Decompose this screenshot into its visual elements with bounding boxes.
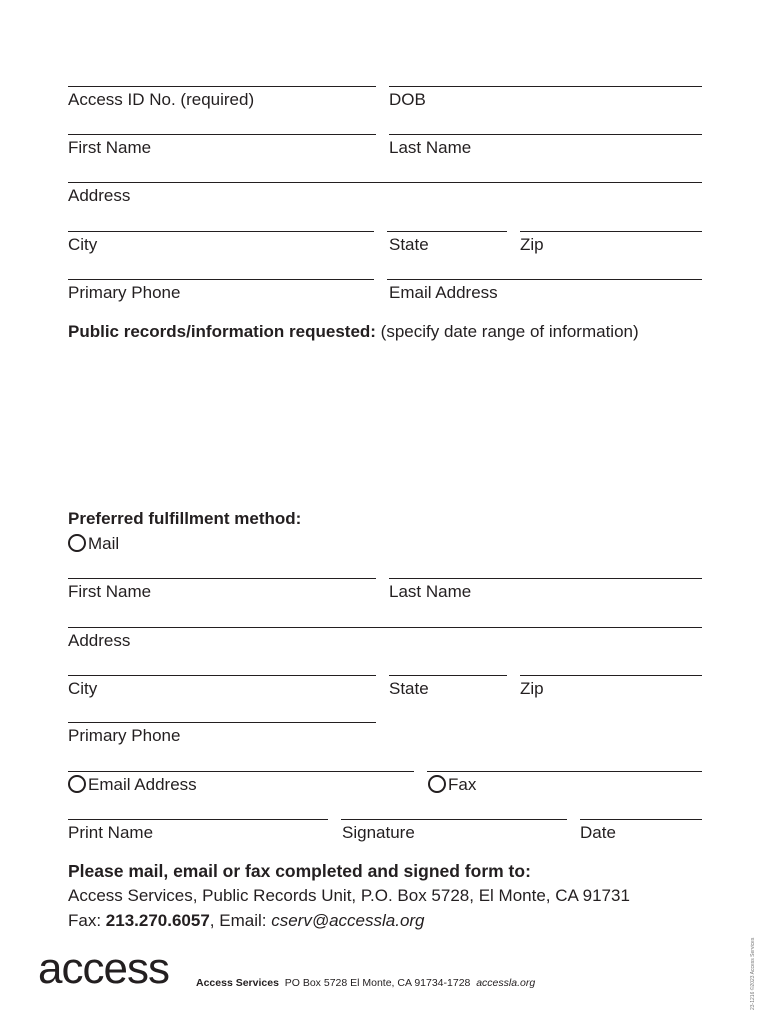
email-prefix: , Email: <box>209 911 272 930</box>
mail-option[interactable] <box>68 533 119 555</box>
footer-info <box>196 976 535 990</box>
email-label: Email Address <box>389 283 498 302</box>
mail-state-line[interactable] <box>389 675 507 676</box>
access-logo: access <box>38 944 169 993</box>
mail-phone-label: Primary Phone <box>68 726 181 745</box>
city-label: City <box>68 235 98 254</box>
mail-first-name-line[interactable] <box>68 578 376 579</box>
form-code: 23-1216 ©2023 Access Services <box>750 937 756 1010</box>
instructions-heading: Please mail, email or fax completed and signed form to: <box>68 861 531 881</box>
access-id-line[interactable] <box>68 86 376 87</box>
signature-line[interactable] <box>341 819 567 820</box>
fax-number: 213.270.6057 <box>105 911 210 930</box>
email-line[interactable] <box>387 279 702 280</box>
fax-option-label: Fax <box>448 775 477 794</box>
access-id-label: Access ID No. (required) <box>68 90 255 109</box>
date-label: Date <box>580 823 616 842</box>
primary-phone-line[interactable] <box>68 279 374 280</box>
footer-org-name: Access Services <box>196 977 279 989</box>
request-prompt <box>68 321 639 343</box>
mail-state-label: State <box>389 679 429 698</box>
instructions-contact <box>68 910 425 932</box>
request-heading: Public records/information requested: <box>68 322 376 341</box>
contact-email[interactable]: cserv@accessla.org <box>271 911 425 930</box>
mail-city-label: City <box>68 679 98 698</box>
mail-city-line[interactable] <box>68 675 376 676</box>
email-option-line[interactable] <box>68 771 414 772</box>
mail-radio[interactable] <box>68 534 86 552</box>
mail-zip-label: Zip <box>520 679 544 698</box>
print-name-label: Print Name <box>68 823 154 842</box>
dob-line[interactable] <box>389 86 702 87</box>
primary-phone-label: Primary Phone <box>68 283 181 302</box>
footer-website[interactable]: accessla.org <box>476 977 536 989</box>
mail-last-name-label: Last Name <box>389 582 472 601</box>
dob-label: DOB <box>389 90 426 109</box>
mail-option-label: Mail <box>88 534 120 553</box>
email-option[interactable] <box>68 774 197 796</box>
footer-address: PO Box 5728 El Monte, CA 91734-1728 <box>284 977 471 989</box>
fax-prefix: Fax: <box>68 911 106 930</box>
request-note: (specify date range of information) <box>375 322 639 341</box>
print-name-line[interactable] <box>68 819 328 820</box>
fax-option-line[interactable] <box>427 771 702 772</box>
last-name-label: Last Name <box>389 138 472 157</box>
first-name-label: First Name <box>68 138 152 157</box>
first-name-line[interactable] <box>68 134 376 135</box>
request-text-area[interactable] <box>68 348 702 498</box>
date-line[interactable] <box>580 819 702 820</box>
instructions-address: Access Services, Public Records Unit, P.O. Box 5728, El Monte, CA 91731 <box>68 886 630 905</box>
fax-option[interactable] <box>428 774 476 796</box>
signature-label: Signature <box>342 823 415 842</box>
email-radio[interactable] <box>68 775 86 793</box>
fax-radio[interactable] <box>428 775 446 793</box>
fulfillment-heading: Preferred fulfillment method: <box>68 509 302 528</box>
mail-last-name-line[interactable] <box>389 578 702 579</box>
zip-line[interactable] <box>520 231 702 232</box>
mail-phone-line[interactable] <box>68 722 376 723</box>
mail-zip-line[interactable] <box>520 675 702 676</box>
address-label: Address <box>68 186 131 205</box>
city-line[interactable] <box>68 231 374 232</box>
mail-address-line[interactable] <box>68 627 702 628</box>
mail-first-name-label: First Name <box>68 582 152 601</box>
last-name-line[interactable] <box>389 134 702 135</box>
zip-label: Zip <box>520 235 544 254</box>
address-line[interactable] <box>68 182 702 183</box>
email-option-label: Email Address <box>88 775 197 794</box>
state-label: State <box>389 235 429 254</box>
state-line[interactable] <box>387 231 507 232</box>
mail-address-label: Address <box>68 631 131 650</box>
